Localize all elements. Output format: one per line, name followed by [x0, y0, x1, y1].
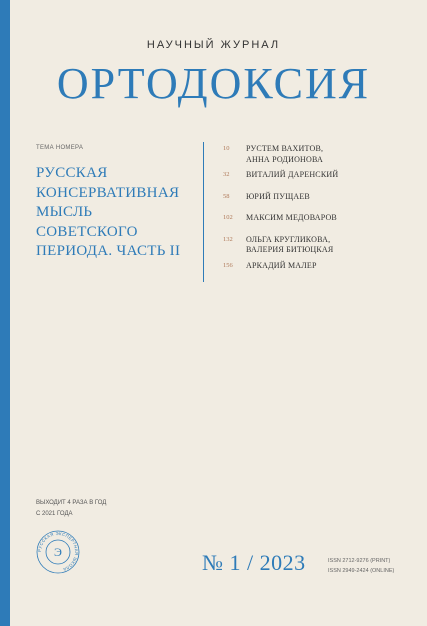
issn-print: ISSN 2712-9276 (PRINT) — [328, 558, 391, 564]
toc-page-number: 10 — [223, 145, 230, 152]
toc-authors: МАКСИМ МЕДОВАРОВ — [246, 213, 337, 222]
journal-kicker: НАУЧНЫЙ ЖУРНАЛ — [146, 39, 281, 51]
toc-entry — [223, 261, 423, 272]
toc-authors: РУСТЕМ ВАХИТОВ, АННА РОДИОНОВА — [246, 144, 324, 164]
journal-title: ОРТОДОКСИЯ — [56, 59, 371, 108]
issn-block — [328, 557, 423, 576]
toc-entry — [223, 170, 423, 181]
issue-theme-label: ТЕМА НОМЕРА — [36, 145, 84, 151]
toc-divider — [203, 142, 204, 282]
frequency-line: ВЫХОДИТ 4 РАЗА В ГОД — [36, 500, 107, 506]
toc-page-number: 156 — [223, 261, 233, 269]
toc-authors: ВИТАЛИЙ ДАРЕНСКИЙ — [246, 170, 339, 179]
publisher-seal-icon — [36, 530, 80, 574]
toc-entry — [223, 213, 423, 224]
issn-online: ISSN 2949-2424 (ONLINE) — [328, 567, 395, 574]
toc-entry — [223, 144, 423, 165]
toc-authors: ОЛЬГА КРУГЛИКОВА, ВАЛЕРИЯ БИТЮЦКАЯ — [246, 234, 334, 254]
toc-page-number: 102 — [223, 214, 233, 221]
toc-entry — [223, 235, 423, 256]
seal-text: РУССКАЯ ЭКСПЕРТНАЯ ШКОЛА — [36, 530, 80, 573]
toc-page-number: 132 — [223, 235, 233, 243]
issue-number: № 1 / 2023 — [202, 550, 306, 575]
toc-entry — [223, 192, 423, 203]
frequency-since: С 2021 ГОДА — [36, 511, 73, 517]
toc-authors: АРКАДИЙ МАЛЕР — [246, 260, 317, 270]
toc-authors: ЮРИЙ ПУЩАЕВ — [246, 191, 310, 201]
publication-frequency — [36, 498, 156, 520]
issue-theme-topic: РУССКАЯ КОНСЕРВАТИВНАЯ МЫСЛЬ СОВЕТСКОГО ПЕРИОДА. ЧАСТЬ II — [36, 165, 181, 259]
toc-page-number: 58 — [223, 192, 230, 200]
seal-letter: Э — [54, 545, 62, 559]
table-of-contents — [223, 144, 423, 271]
toc-page-number: 32 — [223, 171, 230, 178]
